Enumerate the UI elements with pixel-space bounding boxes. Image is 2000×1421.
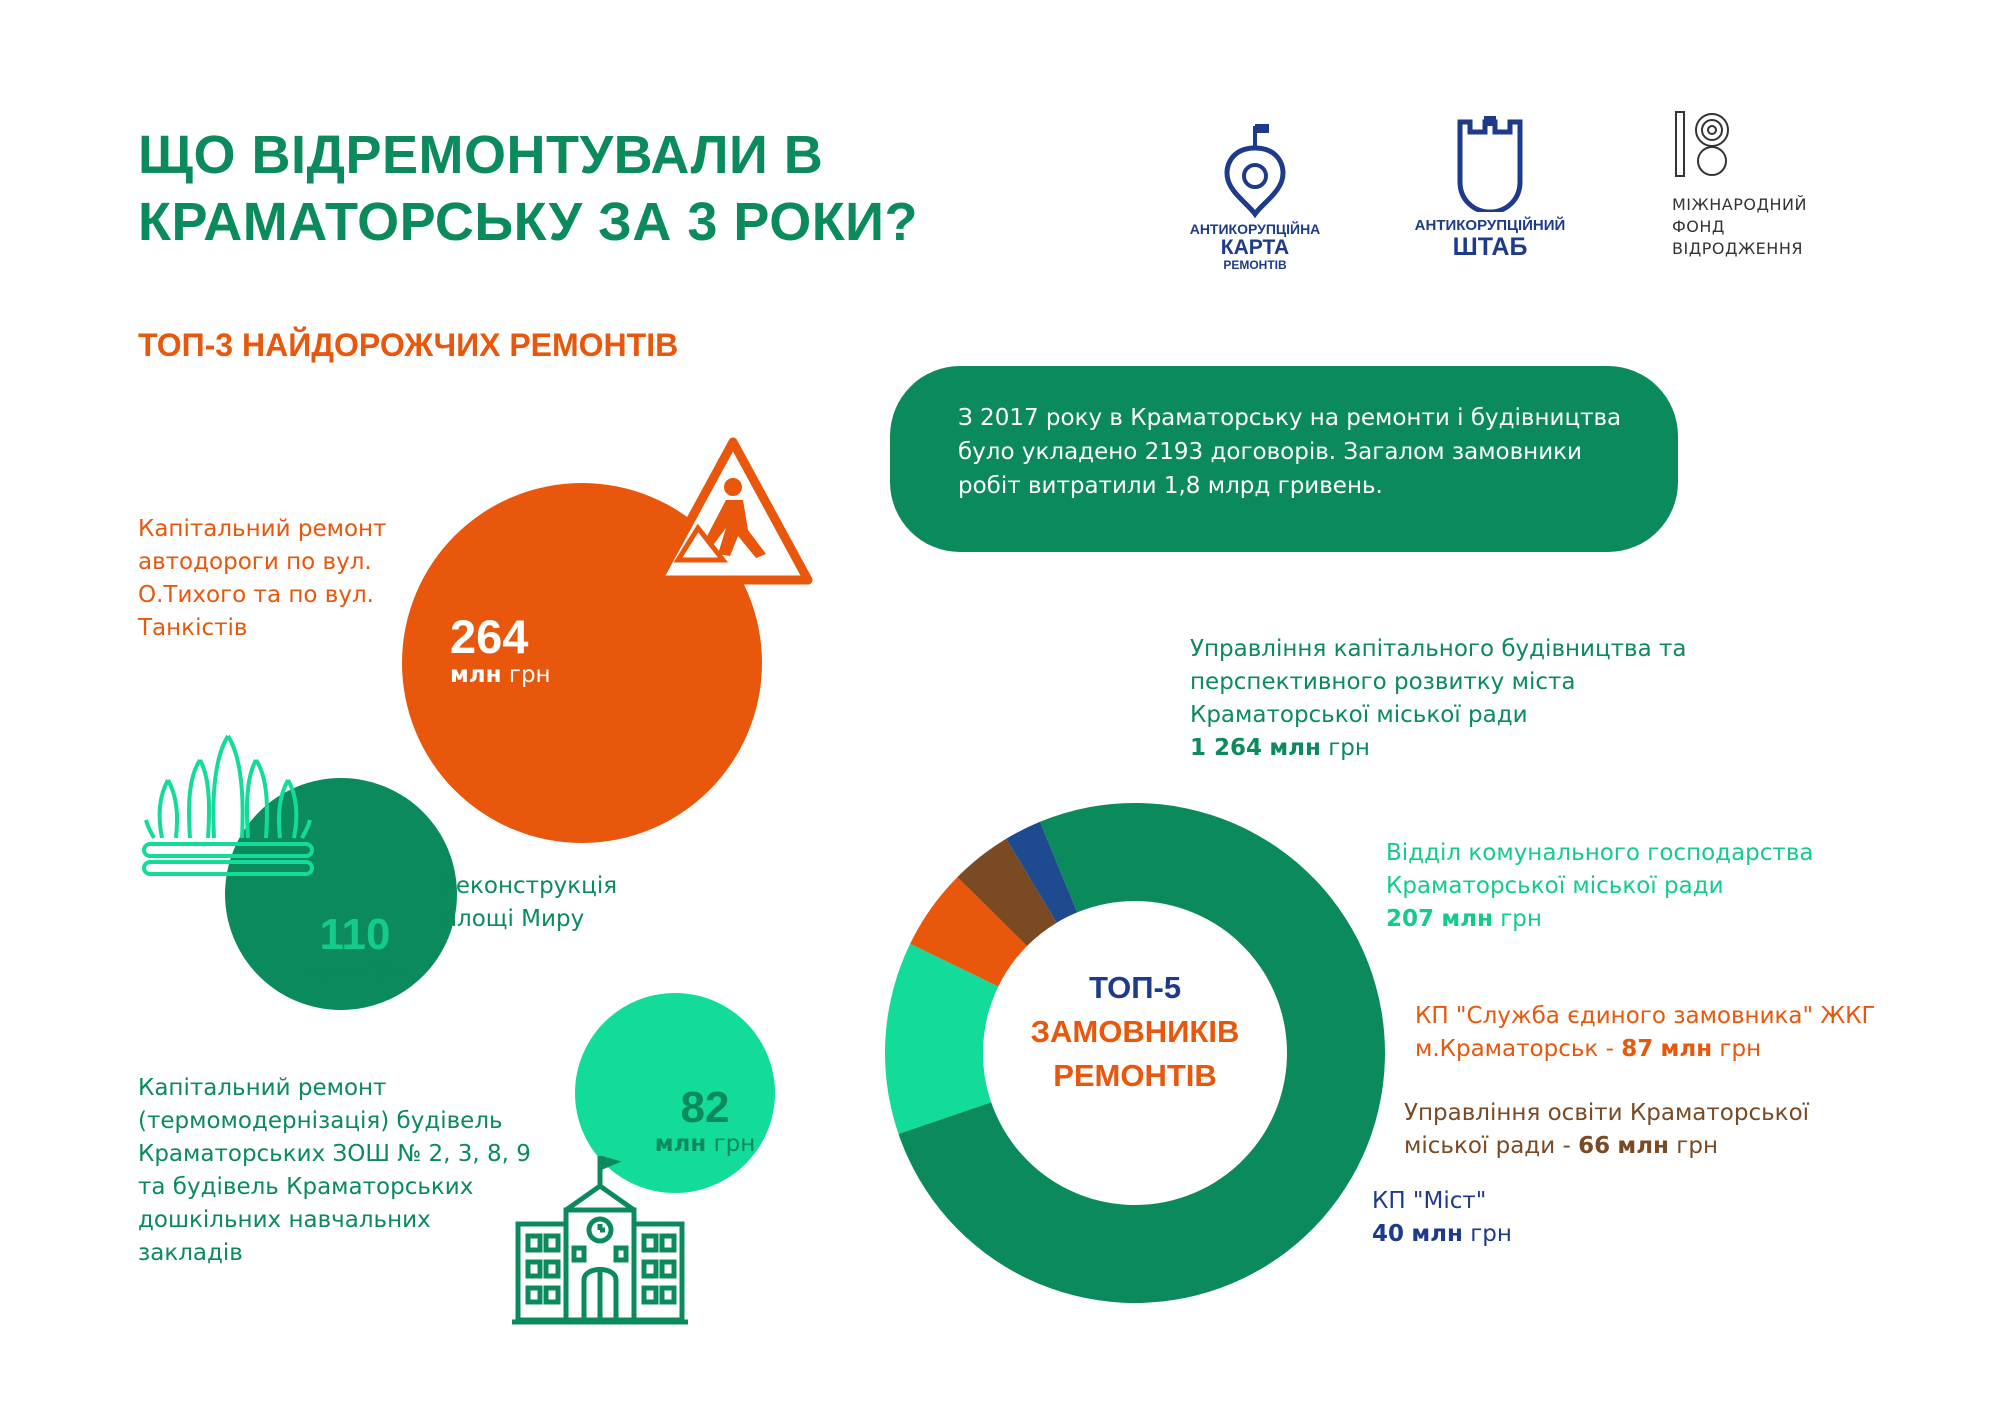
unit-bold: млн (1660, 1036, 1713, 1062)
value-bold: 40 (1372, 1221, 1405, 1247)
unit-text: грн (363, 958, 406, 984)
top3-label-1-line: Танкістів (138, 615, 248, 641)
logo-anticorruption-map (1180, 118, 1330, 272)
top3-label-3-line: Капітальний ремонт (138, 1075, 387, 1101)
bubble-82-value: 82 (680, 1083, 730, 1132)
top5-label-1-line: перспективного розвитку міста (1190, 669, 1576, 695)
fountain-icon (138, 728, 318, 888)
page-title (138, 122, 1038, 256)
logo-map-line-2: КАРТА (1220, 235, 1290, 259)
unit-bold: млн (450, 662, 502, 688)
info-line-3: робіт витратили 1,8 млрд гривень. (958, 473, 1383, 499)
top3-label-1 (138, 513, 438, 645)
logo-fund-line-3: ВІДРОДЖЕННЯ (1672, 239, 1803, 258)
top3-label-3-line: (термомодернізація) будівель (138, 1108, 503, 1134)
logo-map-line-1: АНТИКОРУПЦІЙНА (1189, 221, 1321, 237)
line-prefix: міської ради - (1404, 1133, 1579, 1159)
top5-label-4-line: Управління освіти Краматорської (1404, 1100, 1810, 1126)
unit-bold: млн (1411, 1221, 1463, 1247)
top5-label-3-line: КП "Служба єдиного замовника" ЖКГ (1415, 1003, 1876, 1029)
value-bold: 66 (1578, 1133, 1611, 1159)
top3-label-1-line: О.Тихого та по вул. (138, 582, 374, 608)
unit-text: грн (1470, 1221, 1512, 1247)
info-text (958, 401, 1658, 503)
top5-label-3-value (1415, 1033, 1955, 1066)
school-building-icon (510, 1148, 690, 1328)
top3-label-1-line: автодороги по вул. (138, 549, 372, 575)
map-pin-icon (1180, 118, 1330, 218)
bubble-264-unit (450, 662, 551, 688)
top3-label-3 (138, 1072, 558, 1270)
title-line-1: ЩО ВІДРЕМОНТУВАЛИ В (138, 125, 824, 185)
top3-label-3-line: дошкільних навчальних (138, 1207, 431, 1233)
info-line-1: З 2017 року в Краматорську на ремонти і будівництва (958, 405, 1622, 431)
unit-text: грн (1328, 735, 1370, 761)
unit-text: грн (1500, 906, 1542, 932)
top3-label-3-line: та будівель Краматорських (138, 1174, 474, 1200)
title-line-2: КРАМАТОРСЬКУ ЗА 3 РОКИ? (138, 192, 918, 252)
bubble-82-value-group (650, 1085, 760, 1157)
bubble-264-value-group (450, 612, 551, 688)
info-line-2: було укладено 2193 договорів. Загалом замовники (958, 439, 1582, 465)
unit-bold: млн (304, 958, 357, 984)
top5-label-1-value (1190, 732, 1790, 765)
top5-label-2 (1386, 837, 1886, 936)
logo-fund-line-1: МІЖНАРОДНИЙ (1672, 195, 1807, 214)
donut-center-line-3: РЕМОНТІВ (1053, 1058, 1217, 1093)
logo-anticorruption-hq (1400, 112, 1580, 262)
top5-label-4 (1404, 1097, 1904, 1163)
unit-text: грн (713, 1131, 756, 1157)
top5-label-2-line: Краматорської міської ради (1386, 873, 1724, 899)
irf-logo-icon (1672, 108, 1742, 180)
logo-irf (1672, 108, 1842, 268)
unit-bold: млн (1617, 1133, 1669, 1159)
logo-hq-line-2: ШТАБ (1452, 232, 1528, 261)
tower-icon (1400, 112, 1580, 212)
unit-text: грн (508, 662, 551, 688)
top5-label-1-line: Управління капітального будівництва та (1190, 636, 1687, 662)
top3-label-1-line: Капітальний ремонт (138, 516, 387, 542)
top3-label-2-line: площі Миру (442, 906, 585, 932)
donut-center-line-2: ЗАМОВНИКІВ (1030, 1014, 1240, 1049)
value-bold: 87 (1621, 1036, 1654, 1062)
top5-label-5-value (1372, 1218, 1672, 1251)
top5-label-4-value (1404, 1130, 1904, 1163)
road-works-icon (648, 432, 818, 592)
unit-bold: млн (1269, 735, 1321, 761)
section-subtitle: ТОП-3 НАЙДОРОЖЧИХ РЕМОНТІВ (138, 327, 679, 363)
top5-label-1 (1190, 633, 1790, 765)
top3-label-3-line: закладів (138, 1240, 243, 1266)
top3-label-3-line: Краматорських ЗОШ № 2, 3, 8, 9 (138, 1141, 531, 1167)
logo-hq-line-1: АНТИКОРУПЦІЙНИЙ (1414, 217, 1566, 234)
unit-bold: млн (1441, 906, 1493, 932)
unit-bold: млн (654, 1131, 707, 1157)
top5-label-2-line: Відділ комунального господарства (1386, 840, 1814, 866)
top3-label-2 (442, 870, 692, 936)
value-bold: 1 264 (1190, 735, 1263, 761)
value-bold: 207 (1386, 906, 1435, 932)
bubble-264-value: 264 (450, 610, 529, 663)
top5-label-3 (1415, 1000, 1955, 1066)
line-prefix: м.Краматорськ - (1415, 1036, 1622, 1062)
bubble-110-unit (300, 958, 410, 984)
top5-label-2-value (1386, 903, 1886, 936)
top3-label-2-line: Реконструкція (442, 873, 618, 899)
top5-label-5-line: КП "Міст" (1372, 1188, 1487, 1214)
unit-text: грн (1676, 1133, 1718, 1159)
logo-map-line-3: РЕМОНТІВ (1223, 257, 1287, 272)
bubble-110-value: 110 (319, 910, 391, 959)
donut-center-label (1000, 966, 1270, 1098)
bubble-110-value-group (300, 912, 410, 984)
unit-text: грн (1719, 1036, 1762, 1062)
top5-label-1-line: Краматорської міської ради (1190, 702, 1528, 728)
logo-fund-line-2: ФОНД (1672, 217, 1725, 236)
donut-center-line-1: ТОП-5 (1088, 970, 1182, 1005)
top5-label-5 (1372, 1185, 1672, 1251)
